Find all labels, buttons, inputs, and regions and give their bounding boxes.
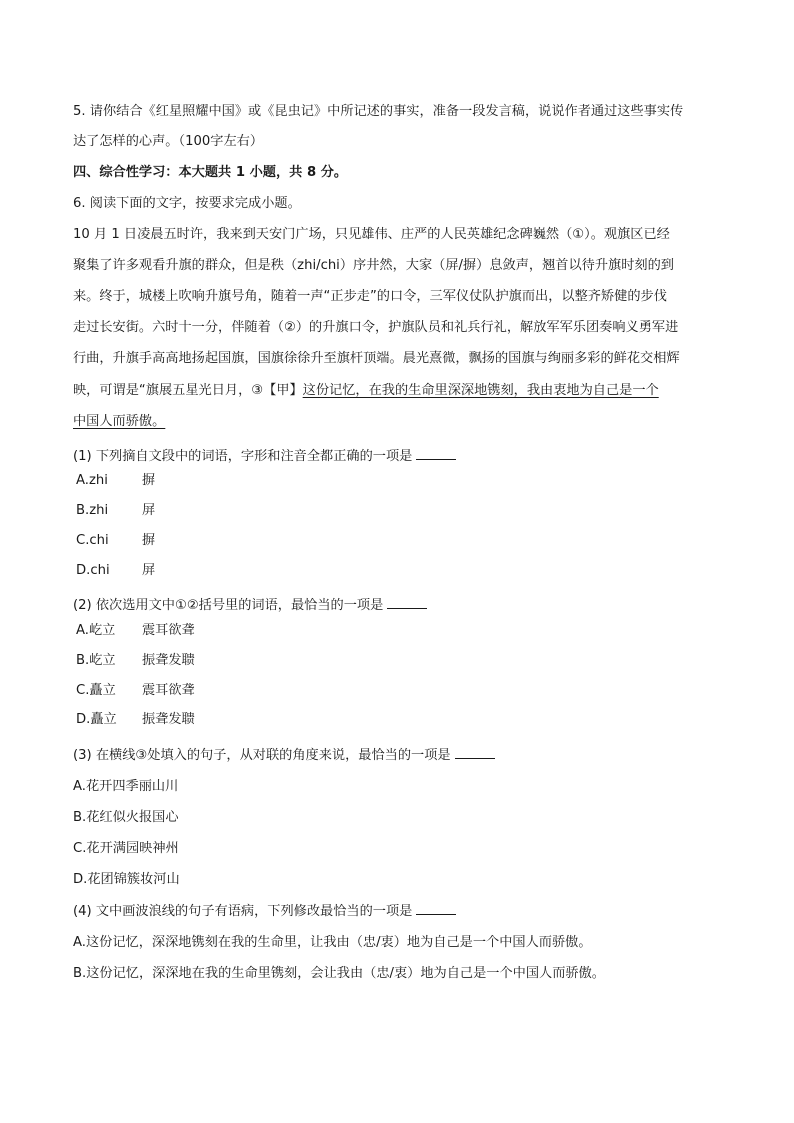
passage-line-2: 聚集了许多观看升旗的群众，但是秩（zhi/chi）序井然，大家（屏/摒）息敛声，翘首以待升旗时刻的到	[73, 258, 674, 273]
q5-line-1: 5. 请你结合《红星照耀中国》或《昆虫记》中所记述的事实，准备一段发言稿，说说作者通过这些事实传	[73, 104, 684, 119]
option-label: B.屹立	[76, 653, 116, 668]
passage-line-4: 走过长安街。六时十一分，伴随着（②）的升旗口令，护旗队员和礼兵行礼，解放军军乐团奏响义勇军进	[73, 320, 679, 335]
passage-line-6-plain: 映，可谓是“旗展五星光日月，③【甲】	[73, 383, 303, 398]
option-label: B.zhi	[76, 503, 109, 518]
q5-line-2: 达了怎样的心声。（100字左右）	[73, 134, 264, 149]
sub4-option-a[interactable]: A.这份记忆，深深地镌刻在我的生命里，让我由（忠/衷）地为自己是一个中国人而骄傲。	[73, 935, 592, 950]
sub2-option-d[interactable]	[76, 710, 195, 730]
option-text: 振聋发聩	[142, 653, 195, 668]
answer-blank[interactable]	[416, 447, 456, 460]
answer-blank[interactable]	[416, 902, 456, 915]
sub1-stem-text: (1) 下列摘自文段中的词语，字形和注音全都正确的一项是	[73, 449, 413, 464]
sub3-option-a[interactable]: A.花开四季丽山川	[73, 779, 179, 794]
sub3-stem-text: (3) 在横线③处填入的句子，从对联的角度来说，最恰当的一项是	[73, 748, 451, 763]
sub1-option-c[interactable]	[76, 531, 155, 551]
option-text: 摒	[142, 473, 156, 488]
option-label: D.chi	[76, 563, 110, 578]
wavy-sentence-part-1: 这份记忆，在我的生命里深深地镌刻，我由衷地为自己是一个	[302, 383, 659, 398]
sub4-stem-text: (4) 文中画波浪线的句子有语病，下列修改最恰当的一项是	[73, 904, 413, 919]
option-text: 摒	[142, 533, 156, 548]
answer-blank[interactable]	[387, 596, 427, 609]
option-text: 振聋发聩	[142, 712, 195, 727]
q6-intro: 6. 阅读下面的文字，按要求完成小题。	[73, 196, 301, 211]
sub4-option-b[interactable]: B.这份记忆，深深地在我的生命里镌刻，会让我由（忠/衷）地为自己是一个中国人而骄傲。	[73, 966, 605, 981]
option-text: 震耳欲聋	[142, 683, 195, 698]
sub1-stem	[73, 447, 456, 467]
sub3-option-c[interactable]: C.花开满园映神州	[73, 841, 179, 856]
sub3-option-d[interactable]: D.花团锦簇妆河山	[73, 872, 180, 887]
sub4-stem	[73, 902, 456, 922]
sub3-option-b[interactable]: B.花红似火报国心	[73, 810, 179, 825]
sub1-option-b[interactable]	[76, 501, 155, 521]
sub3-stem	[73, 746, 495, 766]
option-label: D.矗立	[76, 712, 117, 727]
passage-line-3: 来。终于，城楼上吹响升旗号角，随着一声“正步走”的口令，三军仪仗队护旗而出，以整齐矫健的步伐	[73, 289, 667, 304]
answer-blank[interactable]	[455, 746, 495, 759]
option-text: 屏	[142, 503, 156, 518]
sub2-stem	[73, 596, 427, 616]
sub1-option-d[interactable]	[76, 561, 155, 581]
sub2-stem-text: (2) 依次选用文中①②括号里的词语，最恰当的一项是	[73, 598, 384, 613]
sub2-option-a[interactable]	[76, 621, 195, 641]
sub2-option-c[interactable]	[76, 681, 195, 701]
sub2-option-b[interactable]	[76, 651, 195, 671]
option-label: A.zhi	[76, 473, 108, 488]
passage-line-7	[73, 412, 165, 432]
wavy-sentence-part-2: 中国人而骄傲。	[73, 414, 166, 429]
passage-line-6	[73, 381, 659, 401]
option-label: A.屹立	[76, 623, 116, 638]
option-text: 屏	[142, 563, 156, 578]
passage-line-1: 10 月 1 日凌晨五时许，我来到天安门广场，只见雄伟、庄严的人民英雄纪念碑巍然（①）。观旗区已经	[73, 227, 670, 242]
option-label: C.矗立	[76, 683, 116, 698]
section-heading: 四、综合性学习：本大题共 1 小题，共 8 分。	[73, 165, 348, 180]
option-label: C.chi	[76, 533, 109, 548]
option-text: 震耳欲聋	[142, 623, 195, 638]
passage-line-5: 行曲，升旗手高高地扬起国旗，国旗徐徐升至旗杆顶端。晨光熹微，飘扬的国旗与绚丽多彩的鲜花交相辉	[73, 351, 680, 366]
sub1-option-a[interactable]	[76, 471, 155, 491]
